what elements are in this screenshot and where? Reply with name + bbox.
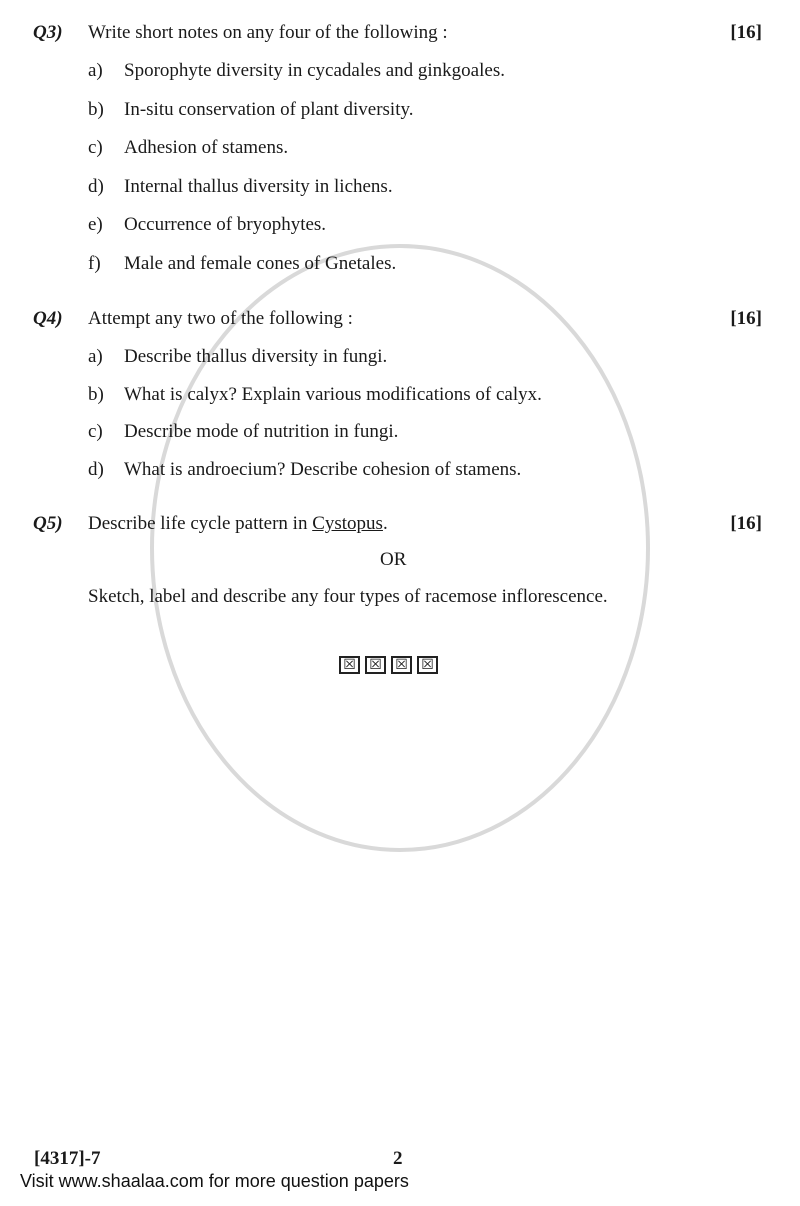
item-text: Occurrence of bryophytes. <box>124 214 327 235</box>
crossed-box-icon: ☒ <box>339 656 360 674</box>
item-letter: a) <box>88 60 103 81</box>
item-letter: c) <box>88 137 103 158</box>
item-text: Describe mode of nutrition in fungi. <box>124 421 399 442</box>
item-text: What is androecium? Describe cohesion of stamens. <box>124 459 522 480</box>
prompt-underlined-term: Cystopus <box>312 513 383 534</box>
question-number: Q5) <box>33 513 63 534</box>
item-text: Describe thallus diversity in fungi. <box>124 346 388 367</box>
prompt-period: . <box>382 513 388 534</box>
item-letter: b) <box>88 99 104 120</box>
question-prompt <box>88 513 388 535</box>
page-number: 2 <box>393 1148 403 1169</box>
item-text: In-situ conservation of plant diversity. <box>124 99 414 120</box>
crossed-box-icon: ☒ <box>391 656 412 674</box>
item-text: What is calyx? Explain various modifications of calyx. <box>124 384 542 405</box>
item-text: Adhesion of stamens. <box>124 137 289 158</box>
item-text: Male and female cones of Gnetales. <box>124 253 397 274</box>
end-of-paper-marks <box>339 656 438 674</box>
prompt-text: Describe life cycle pattern in <box>88 513 313 534</box>
item-letter: c) <box>88 421 103 442</box>
question-marks: [16] <box>730 308 762 329</box>
item-letter: e) <box>88 214 103 235</box>
question-marks: [16] <box>730 22 762 43</box>
question-number: Q3) <box>33 22 63 43</box>
question-marks: [16] <box>730 513 762 534</box>
item-letter: a) <box>88 346 103 367</box>
question-number: Q4) <box>33 308 63 329</box>
item-letter: b) <box>88 384 104 405</box>
alternative-prompt: Sketch, label and describe any four types of racemose inflorescence. <box>88 586 608 607</box>
item-text: Internal thallus diversity in lichens. <box>124 176 393 197</box>
item-letter: d) <box>88 459 104 480</box>
visit-link-text[interactable]: Visit www.shaalaa.com for more question papers <box>20 1171 409 1191</box>
item-letter: d) <box>88 176 104 197</box>
item-letter: f) <box>88 253 101 274</box>
crossed-box-icon: ☒ <box>417 656 438 674</box>
paper-code: [4317]-7 <box>34 1148 101 1169</box>
or-separator: OR <box>380 549 407 570</box>
item-text: Sporophyte diversity in cycadales and ginkgoales. <box>124 60 505 81</box>
question-prompt: Write short notes on any four of the following : <box>88 22 448 43</box>
question-prompt: Attempt any two of the following : <box>88 308 353 329</box>
crossed-box-icon: ☒ <box>365 656 386 674</box>
